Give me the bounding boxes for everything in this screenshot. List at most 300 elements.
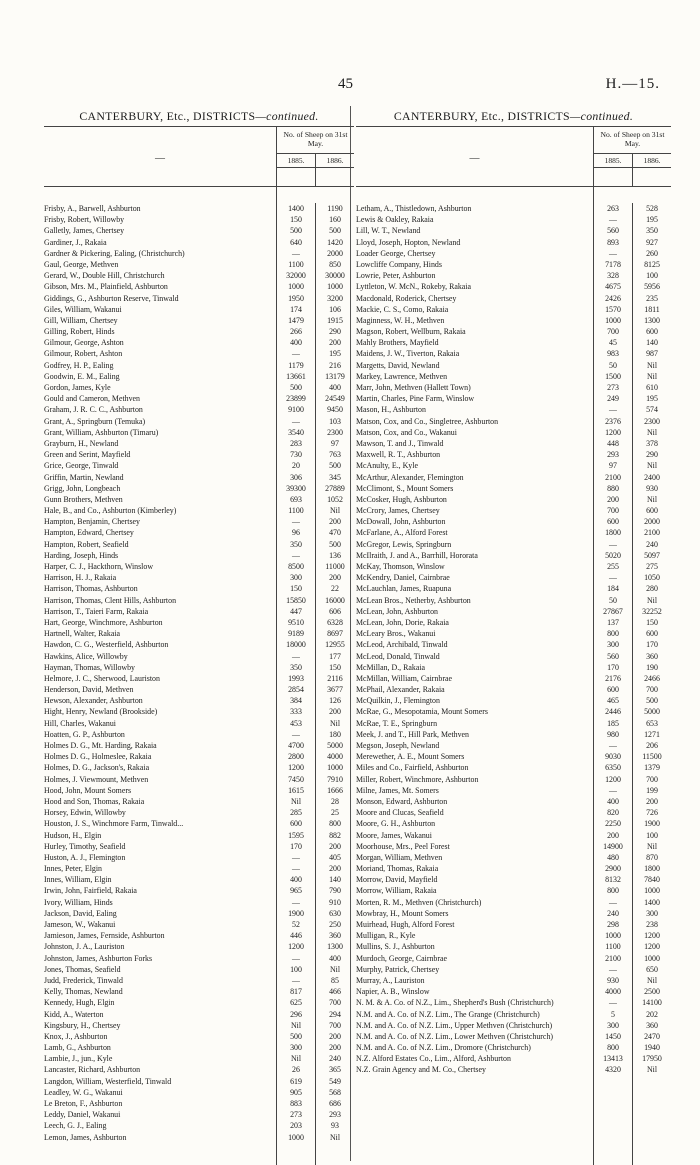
table-row: Merewether, A. E., Mount Somers [356,752,465,762]
sheep-header [593,127,671,186]
sheep-1885-value: — [609,964,617,974]
sheep-1885-value: — [609,897,617,907]
sheep-1885-value: 1200 [605,774,621,784]
sheep-1885-value: — [292,651,300,661]
sheep-1885-value: 4320 [605,1065,621,1075]
table-row: Hawkins, Alice, Willowby [44,651,128,661]
sheep-1886-value: 199 [646,785,658,795]
sheep-1886-value: 500 [329,461,341,471]
sheep-1885-value: 1800 [605,528,621,538]
sheep-1886-value: 216 [329,360,341,370]
sheep-1886-value: 360 [646,651,658,661]
table-row: Jackson, David, Ealing [44,908,117,918]
table-row: Hayman, Thomas, Willowby [44,662,135,672]
sheep-1886-value: Nil [329,964,341,974]
sheep-1886-value: 653 [646,718,658,728]
sheep-1886-value: 260 [646,248,658,258]
table-row: McLeod, Archibald, Tinwald [356,640,448,650]
sheep-1885-value: 7450 [288,774,304,784]
sheep-1885-value: 39300 [286,483,306,493]
table-row: McArthur, Alexander, Flemington [356,472,464,482]
sheep-1886-value: 378 [646,438,658,448]
sheep-1886-value: 600 [646,506,658,516]
sheep-1885-value: — [609,741,617,750]
sheep-1885-value: 45 [609,338,617,348]
sheep-1885-value: 170 [290,841,302,851]
sheep-1885-value: 200 [607,494,619,504]
sheep-1885-value: — [292,897,300,907]
sheep-1885-value: 1900 [288,908,304,918]
table-row: Morrow, David, Mayfield [356,875,438,885]
table-row: Kidd, A., Waterton [44,1009,104,1019]
table-row: Henderson, David, Methven [44,685,134,695]
sheep-1886-value: 190 [646,662,658,672]
table-row: Letham, A., Thistledown, Ashburton [356,204,472,213]
sheep-1885-value: 4675 [605,282,621,292]
sheep-1886-value: 686 [329,1099,341,1108]
sheep-1885-value: — [609,573,617,583]
table-row: Hale, B., and Co., Ashburton (Kimberley) [44,506,177,516]
sheep-1886-value: 2116 [327,673,343,683]
sheep-1885-value: 905 [290,1087,302,1097]
sheep-1886-value: 28 [331,796,339,806]
sheep-1885-value: 13661 [286,371,306,381]
sheep-1885-value: 18000 [286,640,306,650]
sheep-1885-value: 20 [292,461,300,471]
table-row: Harding, Joseph, Hinds [44,550,119,560]
sheep-1885-value: 137 [607,617,619,627]
values-1886 [633,203,671,1165]
table-header [44,127,354,187]
table-row: Gill, William, Chertsey [44,315,118,325]
continued-text: —continued. [255,109,319,123]
sheep-1886-value: 500 [646,696,658,706]
sheep-1885-value: 2100 [605,472,621,482]
sheep-1886-value: 1000 [644,886,660,896]
table-row: Muirhead, Hugh, Alford Forest [356,920,455,929]
sheep-1885-value: — [609,785,617,795]
table-row: Giddings, G., Ashburton Reserve, Tinwald [44,293,179,303]
sheep-header-label: No. of Sheep on 31st May. [277,127,354,154]
sheep-1885-value: 700 [607,327,619,337]
table-row: Matson, Cox, and Co., Wakanui [356,427,457,437]
sheep-1885-value: 500 [290,1031,302,1041]
sheep-1886-value: 250 [329,920,341,929]
sheep-1886-value: 7840 [644,875,660,885]
sheep-1886-value: 5956 [644,282,660,292]
sheep-1886-value: 200 [329,1031,341,1041]
sheep-1885-value: 453 [290,718,302,728]
table-row: Leech, G. J., Ealing [44,1121,107,1131]
sheep-1886-value: 1000 [327,282,343,292]
sheep-1885-value: 560 [607,651,619,661]
table-row: Monson, Edward, Ashburton [356,796,448,806]
table-row: Frisby, A., Barwell, Ashburton [44,204,141,213]
sheep-1886-value: 600 [646,327,658,337]
table-row: McLeod, Donald, Tinwald [356,651,440,661]
sheep-1886-value: 1915 [327,315,343,325]
sheep-1886-value: 2470 [644,1031,660,1041]
sheep-1885-value: — [609,998,617,1008]
column-title [356,108,671,124]
table-row: Murphy, Patrick, Chertsey [356,964,440,974]
sheep-1886-value: 870 [646,852,658,862]
sheep-1886-value: 235 [646,293,658,303]
sheep-1885-value: — [609,405,617,415]
sheep-1886-value: Nil [646,360,658,370]
sheep-1886-value: 528 [646,204,658,213]
sheep-1885-value: 800 [607,1043,619,1053]
sheep-1886-value: 200 [329,338,341,348]
sheep-1885-value: 350 [290,662,302,672]
values-1885 [594,203,633,1165]
table-row: Miller, Robert, Winchmore, Ashburton [356,774,479,784]
sheep-1885-value: 3540 [288,427,304,437]
sheep-1886-value: Nil [646,841,658,851]
sheep-1886-value: 790 [329,886,341,896]
table-row: Mason, H., Ashburton [356,405,426,415]
sheep-1886-value: 650 [646,964,658,974]
sheep-1885-value: 384 [290,696,302,706]
sheep-1886-value: 3677 [327,685,343,695]
sheep-1885-value: 306 [290,472,302,482]
sheep-1885-value: 400 [290,875,302,885]
table-row: Kingsbury, H., Chertsey [44,1020,121,1030]
table-row: N.Z. Alford Estates Co., Lim., Alford, Ashburton [356,1054,511,1064]
sheep-1885-value: 15850 [286,595,306,605]
sheep-1886-value: 200 [329,517,341,527]
table-row: McCosker, Hugh, Ashburton [356,494,447,504]
year-1886-header: 1886. [326,156,344,165]
table-row: Mahly Brothers, Mayfield [356,338,439,348]
sheep-1886-value: 160 [329,215,341,225]
right-column [356,108,671,1158]
sheep-1886-value: 1420 [327,237,343,247]
sheep-1886-value: 549 [329,1076,341,1086]
table-row: Grayburn, H., Newland [44,438,119,448]
sheep-1885-value: 600 [607,517,619,527]
sheep-1885-value: 300 [607,640,619,650]
table-row: Martin, Charles, Pine Farm, Winslow [356,394,475,404]
sheep-1886-value: 405 [329,852,341,862]
table-row: Hampton, Benjamin, Chertsey [44,517,140,527]
sheep-1885-value: — [292,517,300,527]
table-row: Lyttleton, W. McN., Rokeby, Rakaia [356,282,471,292]
sheep-1885-value: 1570 [605,304,621,314]
sheep-1886-value: 1050 [644,573,660,583]
sheep-1886-value: 606 [329,606,341,616]
sheep-1885-value: — [292,953,300,963]
table-row: Morten, R. M., Methven (Christchurch) [356,897,482,907]
table-row: Irwin, John, Fairfield, Rakaia [44,886,137,896]
sheep-1886-value: 22 [331,584,339,594]
sheep-1886-value: 1200 [644,931,660,941]
table-row: Frisby, Robert, Willowby [44,215,125,225]
sheep-1885-value: 26 [292,1065,300,1075]
page-number: 45 [338,76,353,92]
table-row: McClimont, S., Mount Somers [356,483,454,493]
sheep-1885-value: 1100 [288,506,304,516]
sheep-1885-value: — [292,729,300,739]
table-row: Godfrey, H. P., Ealing [44,360,114,370]
sheep-1886-value: Nil [329,506,341,516]
table-row: McLeary Bros., Wakanui [356,629,436,639]
sheep-1886-value: 400 [329,953,341,963]
sheep-1885-value: 328 [607,271,619,281]
sheep-1885-value: 619 [290,1076,302,1086]
sheep-1886-value: 8697 [327,629,343,639]
table-row: N. M. & A. Co. of N.Z., Lim., Shepherd's Bush (Christchurch) [356,998,554,1008]
sheep-1885-value: — [609,215,617,225]
sheep-1885-value: 1595 [288,830,304,840]
sheep-1886-value: 360 [646,1020,658,1030]
sheep-1886-value: 195 [329,349,341,359]
table-row: Gilling, Robert, Hinds [44,327,115,337]
table-row: Murray, A., Lauriston [356,975,425,985]
sheep-1886-value: 600 [646,629,658,639]
sheep-1886-value: Nil [646,461,658,471]
sheep-1885-value: 1400 [288,204,304,213]
table-row: Macdonald, Roderick, Chertsey [356,293,457,303]
table-row: Hudson, H., Elgin [44,830,102,840]
sheep-1885-value: 1100 [288,259,304,269]
table-row: Lloyd, Joseph, Hopton, Newland [356,237,461,247]
table-row: McDowall, John, Ashburton [356,517,446,527]
sheep-1886-value: 2000 [644,517,660,527]
table-row: N.M. and A. Co. of N.Z. Lim., Dromore (Christchurch) [356,1043,531,1053]
table-row: Mawson, T. and J., Tinwald [356,438,444,448]
sheep-1885-value: — [609,539,617,549]
table-row: Innes, William, Elgin [44,875,112,885]
sheep-1886-value: Nil [646,371,658,381]
sheep-1886-value: 1000 [327,763,343,773]
sheep-1885-value: 9189 [288,629,304,639]
table-row: Goodwin, E. M., Ealing [44,371,120,381]
sheep-1886-value: 195 [646,215,658,225]
sheep-1885-value: 255 [607,562,619,571]
sheep-1886-value: Nil [329,718,341,728]
table-row: Grant, William, Ashburton (Timaru) [44,427,159,437]
header-spacer [594,168,671,186]
sheep-1886-value: 103 [329,416,341,426]
sheep-1885-value: 185 [607,718,619,728]
table-row: Gibson, Mrs. M., Plainfield, Ashburton [44,282,168,292]
table-row: McCrory, James, Chertsey [356,506,440,516]
sheep-1886-value: 293 [329,1110,341,1120]
sheep-1885-value: Nil [290,1020,302,1030]
table-row: Morgan, William, Methven [356,852,443,862]
sheep-1885-value: 500 [290,226,302,236]
sheep-1886-value: 1666 [327,785,343,795]
sheep-1886-value: 1400 [644,897,660,907]
sheep-1885-value: 13413 [603,1054,623,1064]
sheep-1886-value: 200 [329,573,341,583]
table-row: Moorhouse, Mrs., Peel Forest [356,841,450,851]
sheep-1885-value: 6350 [605,763,621,773]
table-row: Milne, James, Mt. Somers [356,785,439,795]
table-row: Mullins, S. J., Ashburton [356,942,435,952]
sheep-header [276,127,354,186]
sheep-1886-value: 500 [329,226,341,236]
table-row: McQuilkin, J., Flemington [356,696,440,706]
table-row: Gerard, W., Double Hill, Christchurch [44,271,165,281]
table-row: Grigg, John, Longbeach [44,483,121,493]
sheep-1886-value: 726 [646,808,658,818]
sheep-1885-value: 400 [607,796,619,806]
sheep-1885-value: 446 [290,931,302,941]
table-body [356,187,671,1165]
sheep-1886-value: 32252 [642,606,662,616]
sheep-1886-value: 100 [646,830,658,840]
sheep-1885-value: 32000 [286,271,306,281]
sheep-1886-value: 400 [329,383,341,392]
title-text: CANTERBURY, Etc., DISTRICTS [79,109,256,123]
name-column-header [356,127,593,186]
sheep-1885-value: 150 [290,215,302,225]
sheep-1885-value: 283 [290,438,302,448]
table-row: McAnulty, E., Kyle [356,461,418,471]
sheep-1885-value: — [292,416,300,426]
sheep-1886-value: 610 [646,383,658,392]
table-row: N.Z. Grain Agency and M. Co., Chertsey [356,1065,486,1075]
table-row: Magson, Robert, Wellburn, Rakaia [356,327,466,337]
sheep-1886-value: 700 [329,1020,341,1030]
sheep-1885-value: 300 [607,1020,619,1030]
table-header [356,127,671,187]
sheep-1885-value: 2800 [288,752,304,762]
sheep-1885-value: — [292,248,300,258]
table-row: Knox, J., Ashburton [44,1031,108,1041]
sheep-1886-value: 13179 [325,371,345,381]
sheep-1885-value: 8132 [605,875,621,885]
table-row: Lowrie, Peter, Ashburton [356,271,436,281]
sheep-1885-value: 14900 [603,841,623,851]
sheep-1886-value: 1190 [327,204,343,213]
sheep-1885-value: Nil [290,796,302,806]
sheep-1886-value: 882 [329,830,341,840]
table-row: Gardner & Pickering, Ealing, (Christchurch) [44,248,185,258]
table-row: Gunn Brothers, Methven [44,494,123,504]
year-1885-header: 1885. [594,154,633,167]
sheep-1885-value: 23899 [286,394,306,404]
sheep-1886-value: 466 [329,987,341,997]
sheep-1885-value: — [292,852,300,862]
continued-text: —continued. [569,109,634,123]
sheep-1886-value: 280 [646,584,658,594]
year-headers [277,154,354,168]
sheep-1886-value: 85 [331,975,339,985]
sheep-1886-value: 11500 [642,752,662,762]
sheep-1885-value: 9100 [288,405,304,415]
year-1886-header: 1886. [643,156,661,165]
sheep-1885-value: 300 [290,573,302,583]
sheep-1886-value: Nil [646,595,658,605]
sheep-1885-value: 400 [290,338,302,348]
sheep-1886-value: 350 [646,226,658,236]
sheep-1885-value: Nil [290,1054,302,1064]
table-row: Harrison, H. J., Rakaia [44,573,117,583]
sheep-1885-value: 1100 [605,942,621,952]
sheep-1886-value: 170 [646,640,658,650]
sheep-1886-value: Nil [646,975,658,985]
sheep-1885-value: 1000 [288,282,304,292]
table-row: Meek, J. and T., Hill Park, Methven [356,729,470,739]
sheep-1886-value: 365 [329,1065,341,1075]
sheep-1885-value: 980 [607,729,619,739]
table-row: Hood, John, Mount Somers [44,785,132,795]
sheep-1886-value: 1940 [644,1043,660,1053]
table-row: Maxwell, R. T., Ashburton [356,450,441,460]
table-row: Le Breton, F., Ashburton [44,1099,123,1108]
table-row: Miles and Co., Fairfield, Ashburton [356,763,469,773]
sheep-1886-value: Nil [646,427,658,437]
table-row: Hewson, Alexander, Ashburton [44,696,143,706]
sheep-1886-value: 987 [646,349,658,359]
sheep-1885-value: 883 [290,1099,302,1108]
table-row: Megson, Joseph, Newland [356,741,440,750]
table-row: Moriand, Thomas, Rakaia [356,864,439,874]
sheep-1886-value: 345 [329,472,341,482]
table-row: Huston, A. J., Flemington [44,852,126,862]
table-row: Holmes, J. Viewmount, Methven [44,774,149,784]
table-row: Gould and Cameron, Methven [44,394,140,404]
table-row: Hawdon, C. G., Westerfield, Ashburton [44,640,169,650]
sheep-1885-value: 7178 [605,259,621,269]
table-row: Lill, W. T., Newland [356,226,421,236]
sheep-1885-value: 640 [290,237,302,247]
sheep-1886-value: 100 [646,271,658,281]
table-row: Margetts, David, Newland [356,360,440,370]
sheep-1885-value: 447 [290,606,302,616]
sheep-1885-value: 333 [290,707,302,717]
table-row: McLean Bros., Netherby, Ashburton [356,595,471,605]
sheep-1885-value: 170 [607,662,619,672]
sheep-1886-value: 202 [646,1009,658,1019]
sheep-1885-value: 1200 [288,763,304,773]
sheep-1886-value: 1271 [644,729,660,739]
sheep-1886-value: 1800 [644,864,660,874]
sheep-1886-value: 294 [329,1009,341,1019]
sheep-1885-value: 1993 [288,673,304,683]
sheep-1886-value: 2100 [644,528,660,538]
sheep-1886-value: 200 [329,1043,341,1053]
sheep-1886-value: 700 [646,774,658,784]
table-row: Matson, Cox, and Co., Singletree, Ashburton [356,416,499,426]
sheep-1886-value: 93 [331,1121,339,1131]
table-row: Jones, Thomas, Seafield [44,964,121,974]
sheep-1886-value: 200 [329,841,341,851]
sheep-1886-value: 1000 [644,953,660,963]
table-row: Gaul, George, Methven [44,259,119,269]
table-row: Harrison, T., Taieri Farm, Rakaia [44,606,149,616]
sheep-1886-value: 1300 [327,942,343,952]
table-row: Harrison, Thomas, Clent Hills, Ashburton [44,595,177,605]
table-row: Green and Serint, Mayfield [44,450,131,460]
table-row: Kelly, Thomas, Newland [44,987,123,997]
sheep-1885-value: 9510 [288,617,304,627]
sheep-1886-value: 1811 [644,304,660,314]
sheep-1885-value: 4700 [288,741,304,750]
sheep-1885-value: 273 [607,383,619,392]
sheep-1886-value: 500 [329,539,341,549]
sheep-1886-value: 2400 [644,472,660,482]
sheep-1885-value: 174 [290,304,302,314]
table-row: McIlraith, J. and A., Barrhill, Hororata [356,550,478,560]
table-row: McPhail, Alexander, Rakaia [356,685,445,695]
table-row: N.M. and A. Co. of N.Z. Lim., The Grange (Christchurch) [356,1009,540,1019]
sheep-1886-value: 2466 [644,673,660,683]
table-row: Hartnell, Walter, Rakaia [44,629,121,639]
